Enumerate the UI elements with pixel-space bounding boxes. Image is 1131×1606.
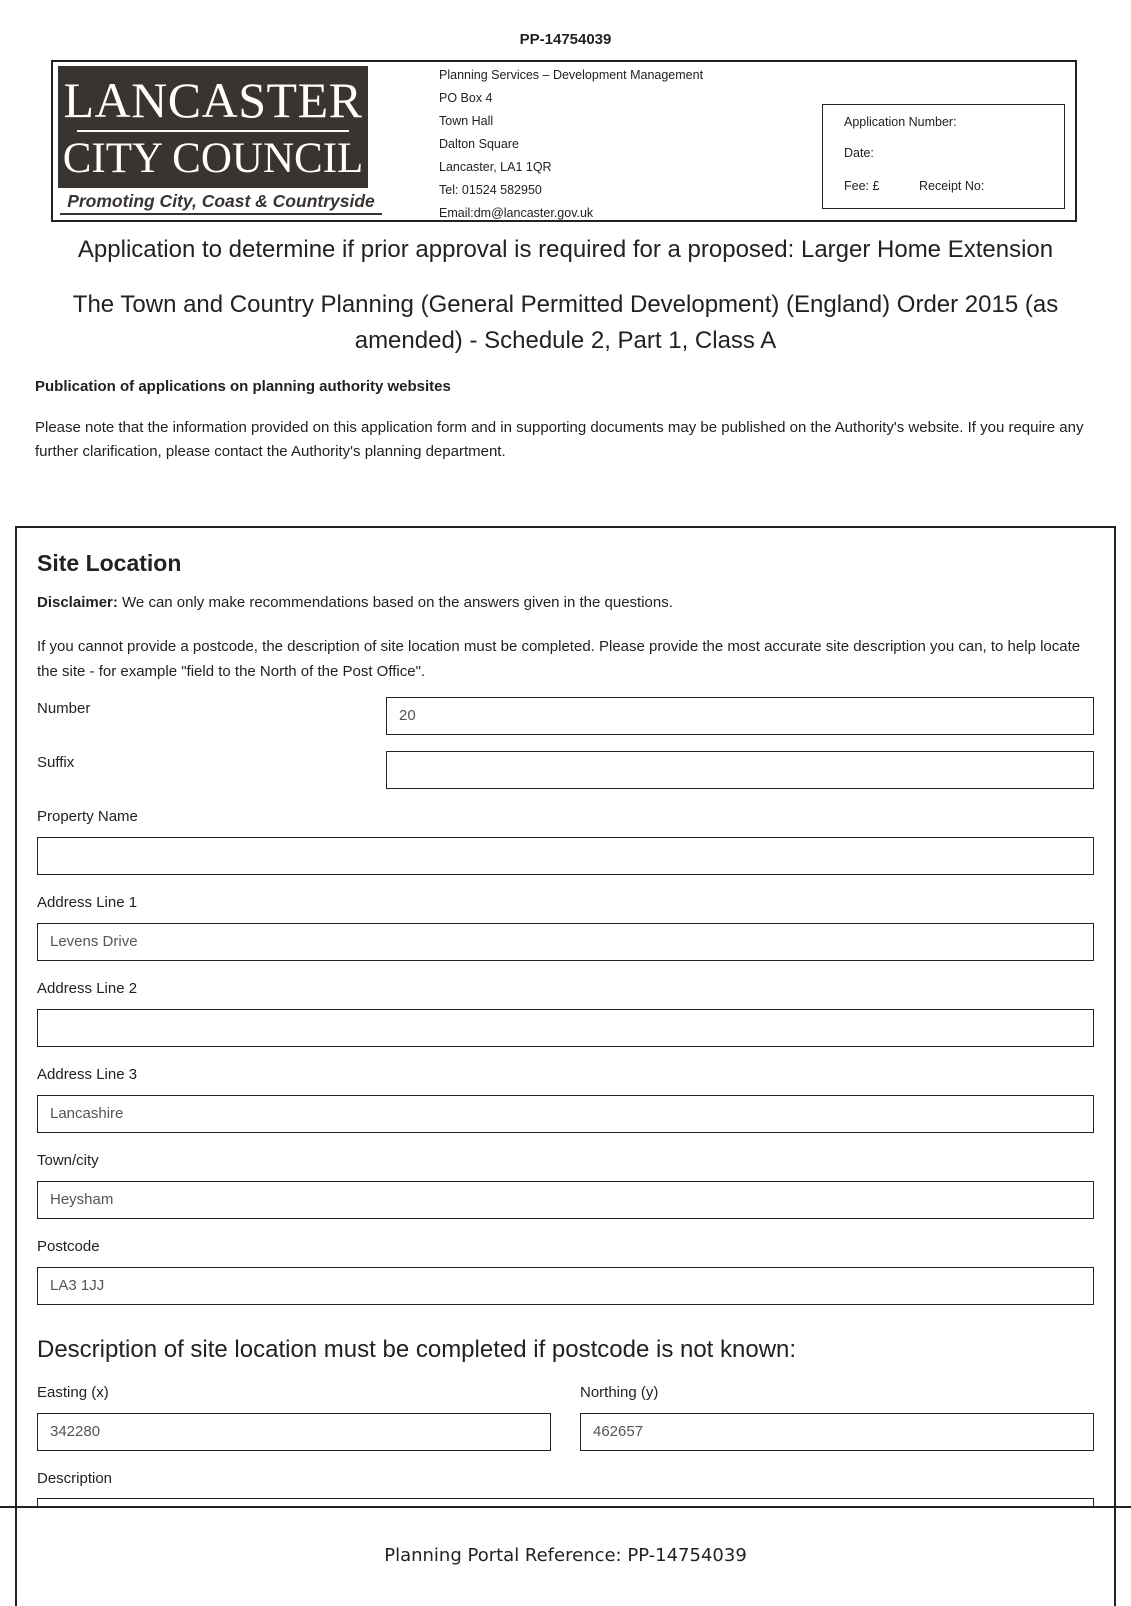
footer-reference: Planning Portal Reference: PP-14754039 bbox=[384, 1545, 747, 1566]
office-fee-label: Fee: £ bbox=[844, 179, 880, 193]
application-title: Application to determine if prior approval is required for a proposed: Larger Home Extension bbox=[77, 236, 1054, 263]
easting-label: Easting (x) bbox=[37, 1384, 109, 1401]
contact-po-box: PO Box 4 bbox=[439, 91, 493, 105]
logo-line-2: CITY COUNCIL bbox=[62, 135, 364, 182]
suffix-field[interactable] bbox=[386, 751, 1094, 789]
town-city-field[interactable]: Heysham bbox=[37, 1181, 1094, 1219]
site-description-heading: Description of site location must be completed if postcode is not known: bbox=[37, 1336, 797, 1363]
address-line-2-label: Address Line 2 bbox=[37, 980, 138, 997]
logo-line-1: LANCASTER bbox=[63, 72, 363, 128]
town-city-label: Town/city bbox=[37, 1152, 99, 1169]
address-line-3-field[interactable]: Lancashire bbox=[37, 1095, 1094, 1133]
suffix-label: Suffix bbox=[37, 754, 75, 771]
office-receipt-label: Receipt No: bbox=[919, 179, 985, 193]
section-title: Site Location bbox=[37, 550, 182, 576]
postcode-note: If you cannot provide a postcode, the description of site location must be completed. Please provide the most accurate site description you can, to help locate the site - for example "field to the North of the Post Office". bbox=[37, 638, 1081, 680]
logo-divider bbox=[77, 130, 349, 132]
contact-city-postcode: Lancaster, LA1 1QR bbox=[439, 160, 552, 174]
northing-field[interactable]: 462657 bbox=[580, 1413, 1094, 1451]
postcode-label: Postcode bbox=[37, 1238, 100, 1255]
contact-department: Planning Services – Development Management bbox=[439, 68, 704, 82]
footer-divider bbox=[0, 1506, 1131, 1508]
disclaimer-text: We can only make recommendations based on the answers given in the questions. bbox=[117, 594, 673, 611]
contact-street: Dalton Square bbox=[439, 137, 519, 151]
publication-notice: Please note that the information provided on this application form and in supporting documents may be published on the Authority's website. If you require any further clarification, please contact the Authority's planning department. bbox=[35, 419, 1084, 460]
publication-heading: Publication of applications on planning authority websites bbox=[35, 378, 451, 395]
office-use-box bbox=[822, 104, 1065, 209]
address-line-2-field[interactable] bbox=[37, 1009, 1094, 1047]
council-tagline: Promoting City, Coast & Countryside bbox=[60, 191, 382, 215]
postcode-field[interactable]: LA3 1JJ bbox=[37, 1267, 1094, 1305]
property-name-field[interactable] bbox=[37, 837, 1094, 875]
description-field[interactable] bbox=[37, 1498, 1094, 1506]
disclaimer-label: Disclaimer: bbox=[37, 594, 118, 611]
council-header bbox=[51, 60, 1077, 222]
contact-email: Email:dm@lancaster.gov.uk bbox=[439, 206, 594, 220]
address-line-1-label: Address Line 1 bbox=[37, 894, 138, 911]
legislation-title: The Town and Country Planning (General Permitted Development) (England) Order 2015 (as amended) - Schedule 2, Part 1, Class A bbox=[72, 291, 1059, 354]
contact-building: Town Hall bbox=[439, 114, 494, 128]
address-line-1-field[interactable]: Levens Drive bbox=[37, 923, 1094, 961]
disclaimer bbox=[37, 594, 673, 611]
northing-label: Northing (y) bbox=[580, 1384, 659, 1401]
office-application-number-label: Application Number: bbox=[844, 115, 957, 129]
contact-telephone: Tel: 01524 582950 bbox=[439, 183, 542, 197]
office-date-label: Date: bbox=[844, 146, 874, 160]
address-line-3-label: Address Line 3 bbox=[37, 1066, 138, 1083]
easting-field[interactable]: 342280 bbox=[37, 1413, 551, 1451]
number-field[interactable]: 20 bbox=[386, 697, 1094, 735]
description-label: Description bbox=[37, 1470, 113, 1487]
planning-portal-reference-top: PP-14754039 bbox=[519, 31, 612, 48]
contact-details bbox=[439, 66, 703, 227]
property-name-label: Property Name bbox=[37, 808, 138, 825]
lancaster-city-council-logo bbox=[58, 66, 368, 188]
number-label: Number bbox=[37, 700, 91, 717]
